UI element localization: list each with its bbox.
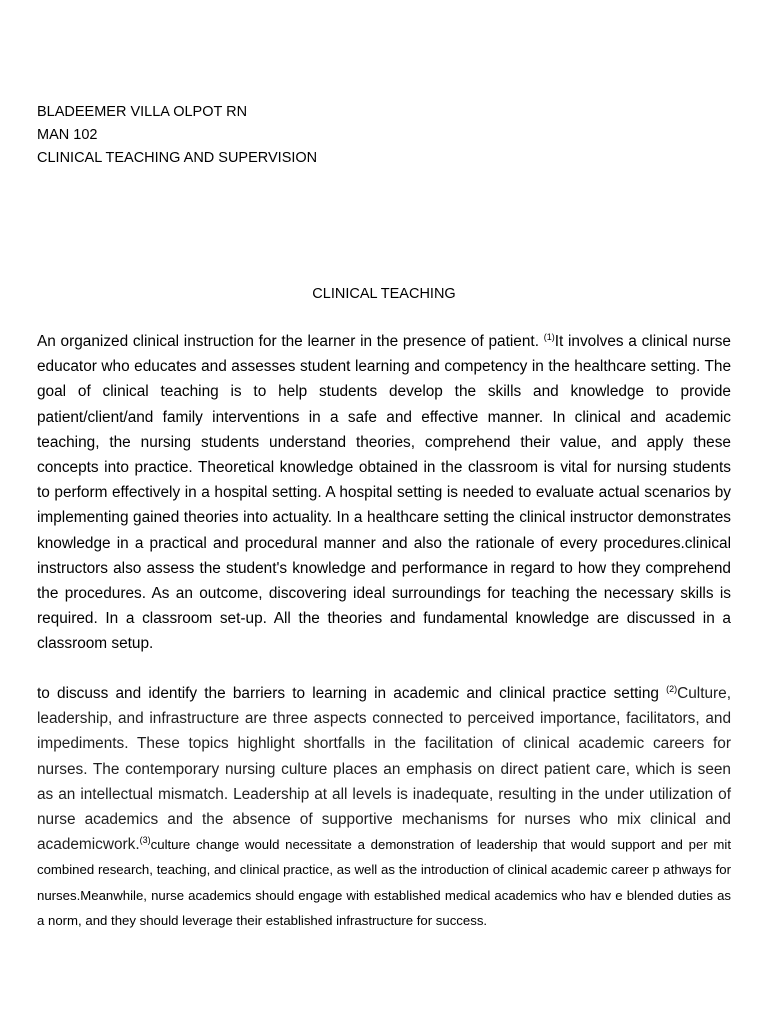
- document-header: [37, 101, 317, 170]
- paragraph-barriers: [37, 681, 731, 933]
- footnote-ref-1: (1): [543, 332, 555, 342]
- footnote-ref-3: (3): [139, 835, 151, 846]
- paragraph-clinical-teaching: [37, 329, 731, 657]
- course-code: MAN 102: [37, 127, 98, 143]
- author-name: BLADEEMER VILLA OLPOT RN: [37, 104, 248, 120]
- document-title: CLINICAL TEACHING: [312, 286, 456, 302]
- paragraph1-body: It involves a clinical nurse educator who educates and assesses student learning and competency in the healthcare setting. The goal of clinical teaching is to help students develop the skills and knowledge to provide patient/client/and family interventions in a safe and effective manner. In clinical and academic teaching, the nursing students understand theories, comprehend their value, and apply these concepts into practice. Theoretical knowledge obtained in the classroom is vital for nursing students to perform effectively in a hospital setting. A hospital setting is needed to evaluate actual scenarios by implementing gained theories into actuality. In a healthcare setting the clinical instructor demonstrates knowledge in a practical and procedural manner and also the rationale of every procedures.clinical instructors also assess the student's knowledge and performance in regard to how they comprehend the procedures. As an outcome, discovering ideal surroundings for teaching the necessary skills is required. In a classroom set-up. All the theories and fundamental knowledge are discussed in a classroom setup.: [37, 333, 731, 653]
- paragraph2-tail: culture change would necessitate a demonstration of leadership that would support and per mit combined research, teaching, and clinical practice, as well as the introduction of clinical academic career p athways for nurses.Meanwhile, nurse academics should engage with established medical academics who hav e blended duties as a norm, and they should leverage their established infrastructure for success.: [37, 837, 731, 928]
- paragraph2-lead: to discuss and identify the barriers to learning in academic and clinical practice setting: [37, 685, 667, 702]
- course-subject: CLINICAL TEACHING AND SUPERVISION: [37, 150, 318, 166]
- footnote-ref-2: (2): [666, 684, 678, 694]
- paragraph1-lead: An organized clinical instruction for the learner in the presence of patient.: [37, 333, 544, 350]
- paragraph2-body: Culture, leadership, and infrastructure are three aspects connected to perceived importance, facilitators, and impediments. These topics highlight shortfalls in the facilitation of clinical academic careers for nurses. The contemporary nursing culture places an emphasis on direct patient care, which is seen as an intellectual mismatch. Leadership at all levels is inadequate, resulting in the under utilization of nurse academics and the absence of supportive mechanisms for nurses who mix clinical and academicwork.: [37, 685, 731, 854]
